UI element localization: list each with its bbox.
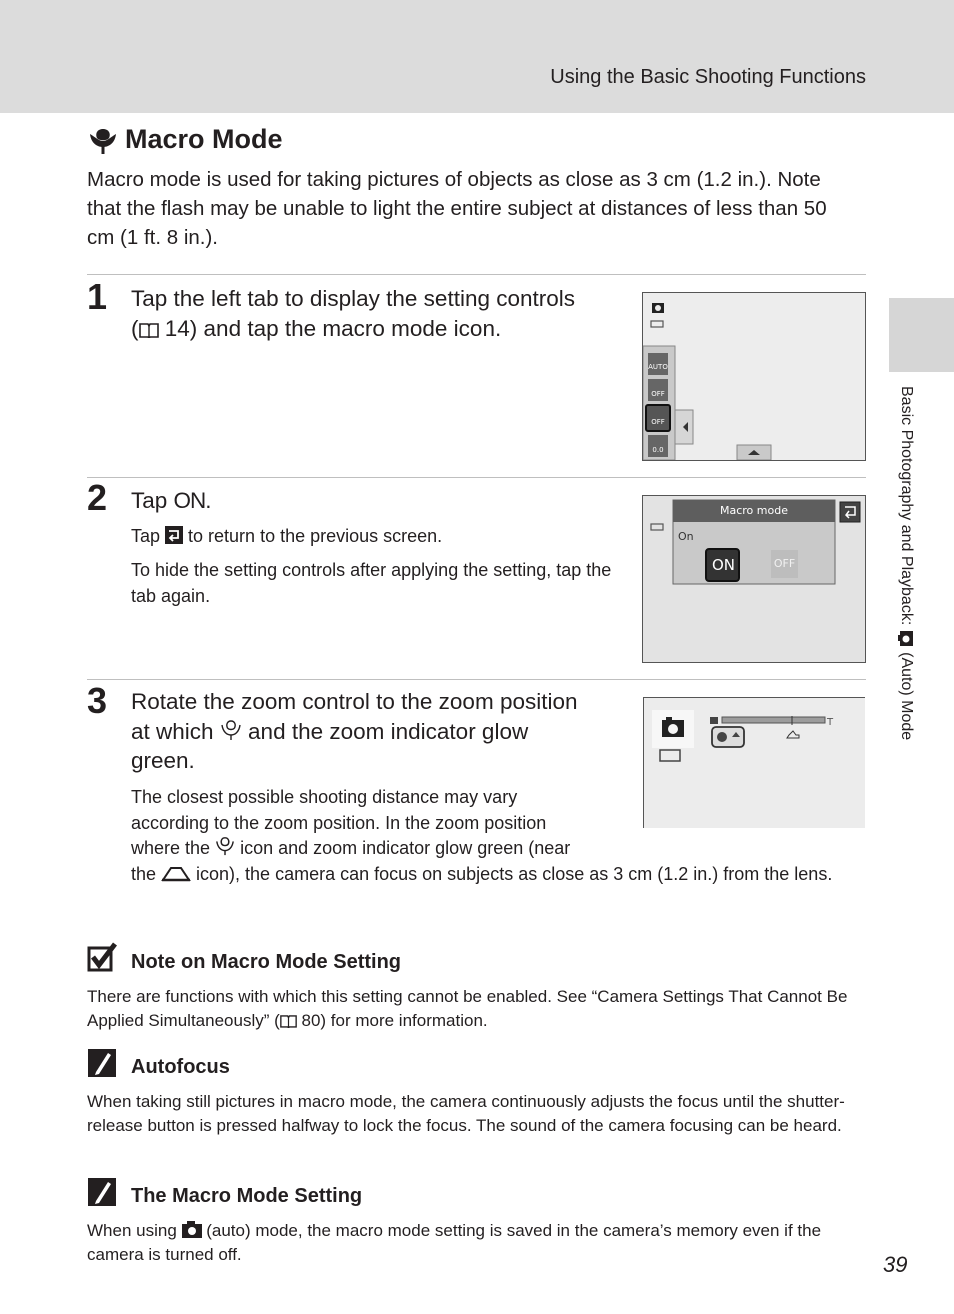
chapter-label (897, 386, 915, 740)
step-2-line-1-pre: Tap (131, 526, 166, 546)
note-1-text (87, 985, 877, 1033)
step-3-p3-pre: where the (131, 838, 216, 858)
step-2-line-2: To hide the setting controls after applying the setting, tap the tab again. (131, 560, 612, 606)
step-2-title-post: . (205, 488, 212, 513)
camera-icon (898, 630, 914, 648)
svg-text:OFF: OFF (651, 390, 665, 398)
step-3-title-c: green. (131, 748, 195, 773)
on-glyph: ON (173, 488, 206, 513)
divider (87, 679, 866, 680)
step-2-line-1 (131, 524, 442, 550)
note-1-text-b-pre: Applied Simultaneously” ( (87, 1011, 280, 1030)
note-1-text-b-post: 80) for more information. (301, 1011, 488, 1030)
macro-flower-icon (87, 125, 119, 155)
screen-1-graphic (643, 293, 865, 460)
note-1-text-a: There are functions with which this setting cannot be enabled. See “Camera Settings That Cannot Be (87, 987, 848, 1006)
macro-flower-outline-icon (220, 719, 242, 741)
svg-text:0.0: 0.0 (652, 446, 664, 454)
chapter-label-prefix: Basic Photography and Playback: (898, 386, 915, 630)
step-3-title-b-post: and the zoom indicator glow (241, 718, 529, 744)
camera-screen-macro-mode (642, 495, 866, 663)
step-number: 1 (87, 276, 108, 317)
camera-screen-zoom (643, 697, 865, 828)
screen-2-value: On (678, 530, 694, 543)
page-title-text: Macro Mode (125, 124, 283, 154)
page-title (87, 124, 283, 155)
screen-3-graphic (644, 698, 865, 828)
checkmark-note-icon (87, 942, 117, 972)
chapter-label-suffix: (Auto) Mode (898, 652, 915, 741)
note-3-text-post: (auto) mode, the macro mode setting is saved in the camera’s memory even if the camera is turned off. (87, 1221, 822, 1264)
note-3-title: The Macro Mode Setting (131, 1185, 363, 1207)
step-3-p2: according to the zoom position. In the zoom position (131, 812, 547, 833)
page-header (0, 0, 954, 113)
step-2-title (131, 486, 212, 516)
divider (87, 477, 866, 478)
step-1-text-b-ref: 14) and tap the macro mode icon. (164, 315, 502, 341)
svg-text:T: T (827, 717, 834, 728)
pencil-note-icon (87, 1177, 117, 1207)
screen-2-off-button[interactable]: OFF (773, 557, 796, 570)
step-1-text-b-pre: ( (131, 315, 139, 341)
screen-2-on-button[interactable]: ON (711, 556, 736, 574)
screen-2-title: Macro mode (720, 504, 788, 517)
zoom-position-icon (161, 864, 191, 882)
step-number: 2 (87, 477, 108, 518)
screen-2-graphic (643, 496, 865, 662)
chapter-tab (889, 298, 954, 372)
return-icon (165, 526, 183, 544)
step-3-p4-pre: the (131, 863, 162, 884)
step-2-title-pre: Tap (131, 488, 174, 513)
note-3-text (87, 1219, 877, 1267)
page-number: 39 (883, 1252, 908, 1277)
intro-paragraph: Macro mode is used for taking pictures of objects as close as 3 cm (1.2 in.). Note that the flash may be unable to light the entire subject at distances of less than 50 cm (1 ft. 8 in.). (87, 168, 827, 249)
step-3-title-b-pre: at which (131, 718, 220, 744)
section-title: Using the Basic Shooting Functions (550, 66, 866, 88)
macro-flower-outline-icon (215, 836, 235, 856)
book-ref-icon (139, 322, 159, 338)
note-2-title: Autofocus (131, 1056, 230, 1078)
step-3-title-a: Rotate the zoom control to the zoom position (131, 689, 578, 714)
book-ref-icon (280, 1014, 297, 1028)
svg-text:OFF: OFF (651, 418, 665, 426)
note-1-title: Note on Macro Mode Setting (131, 951, 401, 973)
note-2-text: When taking still pictures in macro mode, the camera continuously adjusts the focus until the shutter-release button is pressed halfway to lock the focus. The sound of the camera focusing can be heard. (87, 1092, 845, 1135)
step-3-p4-post: icon), the camera can focus on subjects as close as 3 cm (1.2 in.) from the lens. (191, 863, 833, 884)
divider (87, 274, 866, 275)
camera-screen-settings (642, 292, 866, 461)
pencil-note-icon (87, 1048, 117, 1078)
step-1-text-a: Tap the left tab to display the setting controls (131, 286, 576, 311)
step-3-p1: The closest possible shooting distance may vary (131, 787, 518, 807)
step-2-line-1-post: to return to the previous screen. (183, 526, 443, 546)
step-number: 3 (87, 680, 108, 721)
note-3-text-pre: When using (87, 1221, 182, 1240)
step-1-text (131, 284, 621, 343)
camera-icon (182, 1220, 202, 1238)
svg-text:AUTO: AUTO (648, 363, 668, 371)
step-3-p3-post: icon and zoom indicator glow green (near (235, 838, 571, 858)
step-3-title (131, 687, 631, 776)
